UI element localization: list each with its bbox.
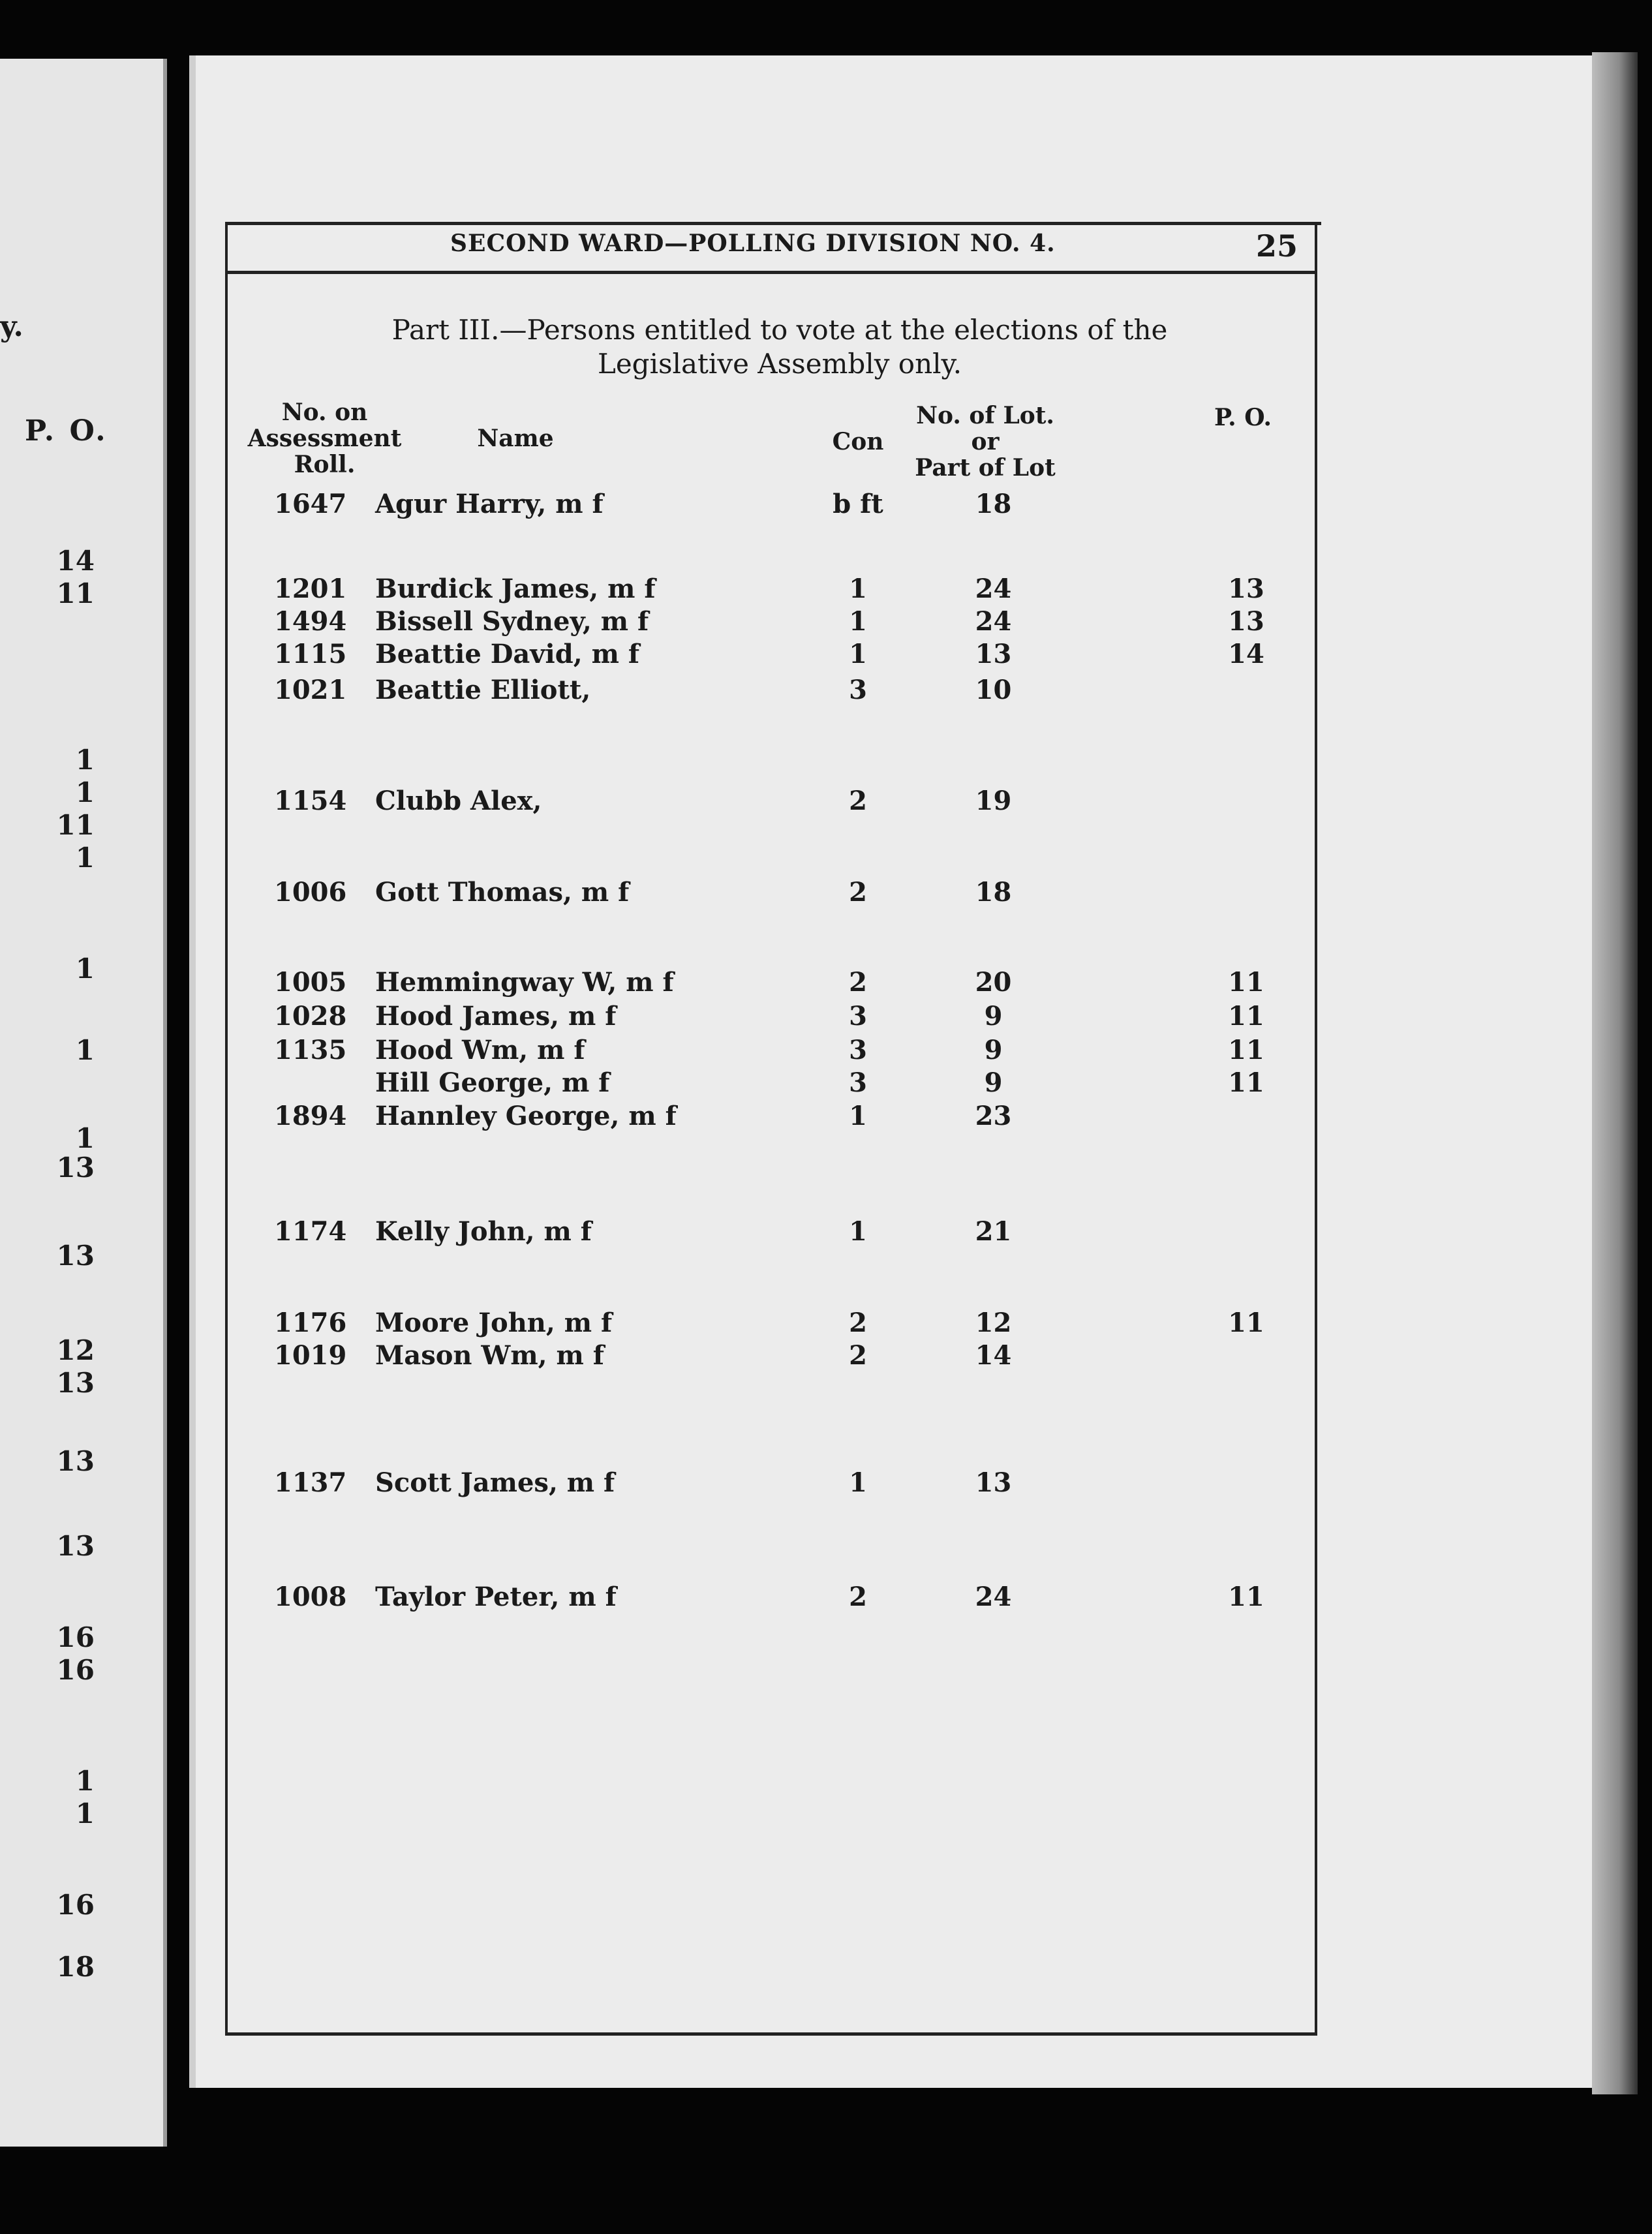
post-office: 14	[1228, 639, 1264, 669]
lot-number: 13	[975, 639, 1012, 669]
lot-number: 13	[975, 1467, 1012, 1498]
voter-row	[0, 1098, 1370, 1135]
voter-name: Hemmingway W, m f	[375, 967, 674, 998]
voter-name: Scott James, m f	[375, 1467, 615, 1498]
previous-page-po-value: 16	[56, 1654, 95, 1686]
previous-page-po-value: 1	[75, 776, 95, 808]
assessment-roll-number: 1894	[274, 1101, 347, 1131]
previous-page-fragment: y.	[0, 310, 23, 343]
voter-name: Kelly John, m f	[375, 1216, 592, 1247]
previous-page-po-value: 11	[56, 577, 95, 609]
voter-row	[0, 783, 1370, 819]
voter-name: Mason Wm, m f	[375, 1340, 604, 1371]
post-office: 13	[1228, 606, 1264, 637]
assessment-roll-number: 1174	[274, 1216, 347, 1247]
lot-number: 24	[975, 606, 1012, 637]
assessment-roll-number: 1176	[274, 1308, 347, 1338]
concession: 3	[849, 1067, 867, 1098]
concession: 2	[849, 1308, 867, 1338]
lot-number: 12	[975, 1308, 1012, 1338]
lot-number: 19	[975, 786, 1012, 816]
concession: 3	[849, 675, 867, 705]
assessment-roll-number: 1154	[274, 786, 347, 816]
concession: 1	[849, 1216, 867, 1247]
voter-row	[0, 964, 1370, 1001]
previous-page-po-value: 1	[75, 1034, 95, 1066]
voter-row	[0, 1032, 1370, 1069]
voter-row	[0, 1305, 1370, 1341]
voter-name: Burdick James, m f	[375, 574, 656, 604]
voter-row	[0, 1065, 1370, 1101]
assessment-roll-number: 1647	[274, 489, 347, 519]
section-title-line: Legislative Assembly only.	[597, 348, 962, 380]
voter-name: Bissell Sydney, m f	[375, 606, 649, 637]
voter-row	[0, 998, 1370, 1035]
previous-page-po-value: 1	[75, 953, 95, 985]
concession: 1	[849, 574, 867, 604]
previous-page-po-value: 16	[56, 1889, 95, 1921]
previous-page-po-value: 1	[75, 842, 95, 874]
previous-page-po-header: P. O.	[25, 414, 108, 448]
column-header-roll: No. on Assessment Roll.	[247, 399, 402, 478]
post-office: 11	[1228, 1035, 1264, 1065]
previous-page-po-value: 1	[75, 1798, 95, 1829]
assessment-roll-number: 1021	[274, 675, 347, 705]
previous-page-po-value: 13	[56, 1367, 95, 1399]
lot-number: 20	[975, 967, 1012, 998]
voter-row	[0, 604, 1370, 640]
previous-page-po-value: 18	[56, 1951, 95, 1983]
concession: 2	[849, 786, 867, 816]
previous-page-po-value: 11	[56, 809, 95, 841]
concession: 1	[849, 606, 867, 637]
previous-page-po-value: 12	[56, 1334, 95, 1366]
post-office: 11	[1228, 1067, 1264, 1098]
voter-name: Hood Wm, m f	[375, 1035, 585, 1065]
voter-row	[0, 1465, 1370, 1501]
lot-number: 18	[975, 877, 1012, 908]
assessment-roll-number: 1019	[274, 1340, 347, 1371]
post-office: 11	[1228, 967, 1264, 998]
post-office: 11	[1228, 1308, 1264, 1338]
concession: 1	[849, 1467, 867, 1498]
voter-row	[0, 636, 1370, 673]
voter-name: Hill George, m f	[375, 1067, 610, 1098]
page-frame-bottom	[225, 2032, 1316, 2036]
page-number: 25	[1256, 228, 1298, 264]
voter-name: Taylor Peter, m f	[375, 1582, 617, 1612]
previous-page-po-value: 13	[56, 1240, 95, 1272]
voter-name: Hood James, m f	[375, 1001, 617, 1032]
voter-row	[0, 1214, 1370, 1250]
previous-page-po-value: 16	[56, 1621, 95, 1653]
assessment-roll-number: 1115	[274, 639, 347, 669]
assessment-roll-number: 1008	[274, 1582, 347, 1612]
concession: 3	[849, 1035, 867, 1065]
lot-number: 9	[984, 1035, 1003, 1065]
assessment-roll-number: 1135	[274, 1035, 347, 1065]
previous-page-po-value: 1	[75, 1122, 95, 1154]
voter-row	[0, 1579, 1370, 1615]
previous-page-po-value: 14	[56, 545, 95, 577]
assessment-roll-number: 1028	[274, 1001, 347, 1032]
column-header-con: Con	[832, 428, 884, 455]
post-office: 11	[1228, 1582, 1264, 1612]
voter-name: Clubb Alex,	[375, 786, 542, 816]
concession: 2	[849, 877, 867, 908]
lot-number: 21	[975, 1216, 1012, 1247]
lot-number: 24	[975, 574, 1012, 604]
column-header-name: Name	[477, 425, 554, 452]
lot-number: 18	[975, 489, 1012, 519]
concession: 2	[849, 967, 867, 998]
voter-name: Moore John, m f	[375, 1308, 613, 1338]
voter-name: Gott Thomas, m f	[375, 877, 630, 908]
post-office: 11	[1228, 1001, 1264, 1032]
assessment-roll-number: 1137	[274, 1467, 347, 1498]
concession: 1	[849, 1101, 867, 1131]
lot-number: 9	[984, 1067, 1003, 1098]
lot-number: 23	[975, 1101, 1012, 1131]
assessment-roll-number: 1006	[274, 877, 347, 908]
previous-page-po-value: 13	[56, 1152, 95, 1184]
voter-row	[0, 672, 1370, 709]
header-rule	[225, 271, 1315, 274]
voter-row	[0, 1338, 1370, 1374]
voter-row	[0, 571, 1370, 607]
concession: b ft	[833, 489, 883, 519]
assessment-roll-number: 1494	[274, 606, 347, 637]
voter-name: Hannley George, m f	[375, 1101, 677, 1131]
section-title	[359, 313, 1201, 381]
lot-number: 14	[975, 1340, 1012, 1371]
voter-row	[0, 486, 1370, 523]
concession: 2	[849, 1340, 867, 1371]
previous-page-po-value: 1	[75, 744, 95, 776]
concession: 3	[849, 1001, 867, 1032]
header-rule	[225, 222, 1321, 225]
voter-row	[0, 874, 1370, 911]
previous-page-po-value: 13	[56, 1530, 95, 1562]
section-title-line: Part III.—Persons entitled to vote at the elections of the	[391, 314, 1168, 346]
assessment-roll-number: 1201	[274, 574, 347, 604]
column-header-lot: No. of Lot. or Part of Lot	[915, 402, 1056, 482]
assessment-roll-number: 1005	[274, 967, 347, 998]
book-edge	[1592, 52, 1638, 2094]
post-office: 13	[1228, 574, 1264, 604]
voter-name: Beattie David, m f	[375, 639, 640, 669]
concession: 1	[849, 639, 867, 669]
lot-number: 9	[984, 1001, 1003, 1032]
column-header-po: P. O.	[1214, 404, 1272, 431]
previous-page-po-value: 1	[75, 1765, 95, 1797]
voter-name: Beattie Elliott,	[375, 675, 591, 705]
lot-number: 24	[975, 1582, 1012, 1612]
voter-name: Agur Harry, m f	[375, 489, 604, 519]
previous-page-po-value: 13	[56, 1445, 95, 1477]
concession: 2	[849, 1582, 867, 1612]
running-header: SECOND WARD—POLLING DIVISION NO. 4.	[450, 230, 1056, 257]
lot-number: 10	[975, 675, 1012, 705]
